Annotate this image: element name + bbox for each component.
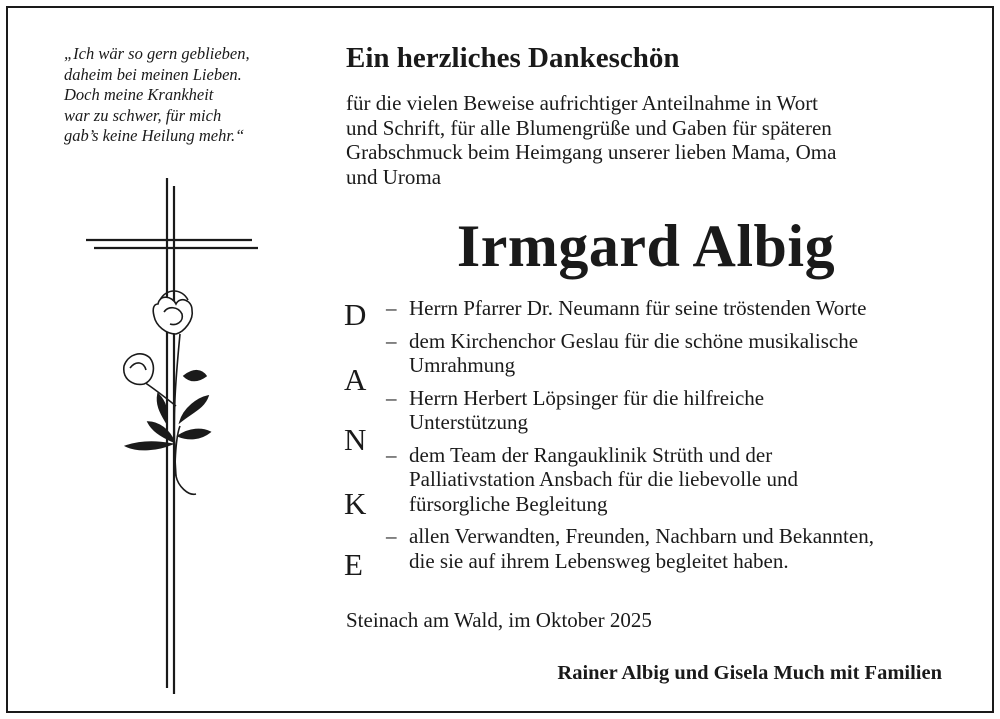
- thanks-list: [386, 296, 966, 573]
- place-date: Steinach am Wald, im Oktober 2025: [346, 608, 652, 632]
- signature: Rainer Albig und Gisela Much mit Familien: [557, 662, 942, 684]
- danke-letter-e: E: [344, 547, 363, 582]
- thanks-line: fürsorgliche Begleitung: [409, 491, 608, 516]
- quote-line: gab’s keine Heilung mehr.“: [64, 126, 245, 145]
- thanks-line: dem Team der Rangauklinik Strüth und der: [409, 442, 773, 467]
- thanks-item: [386, 386, 966, 435]
- intro-line: Grabschmuck beim Heimgang unserer lieben Mama, Oma: [346, 140, 837, 164]
- intro-line: und Uroma: [346, 164, 442, 189]
- thanks-item: [386, 524, 966, 573]
- thanks-item: [386, 443, 966, 517]
- thanks-line: Palliativstation Ansbach für die liebevolle und: [409, 467, 799, 491]
- thanks-line: Unterstützung: [409, 410, 528, 434]
- intro-line: für die vielen Beweise aufrichtiger Anteilnahme in Wort: [346, 91, 819, 115]
- thanks-line: Herrn Pfarrer Dr. Neumann für seine tröstenden Worte: [409, 296, 867, 320]
- quote-line: daheim bei meinen Lieben.: [64, 64, 242, 84]
- deceased-name: Irmgard Albig: [456, 213, 836, 279]
- dash: –: [386, 328, 397, 353]
- intro-line: und Schrift, für alle Blumengrüße und Gaben für späteren: [346, 115, 832, 140]
- thanks-item: [386, 329, 966, 378]
- thanks-line: Umrahmung: [409, 353, 516, 377]
- cross-icon: [80, 176, 260, 696]
- danke-letter-a: A: [344, 362, 367, 397]
- intro-text: [346, 91, 836, 189]
- page-title: Ein herzliches Dankeschön: [346, 42, 680, 74]
- danke-letter-n: N: [344, 422, 367, 457]
- thanks-line: dem Kirchenchor Geslau für die schöne musikalische: [409, 328, 859, 353]
- dash: –: [386, 296, 397, 320]
- dash: –: [386, 524, 397, 548]
- thanks-line: die sie auf ihrem Lebensweg begleitet haben.: [409, 548, 789, 573]
- dash: –: [386, 442, 397, 467]
- quote-line: „Ich wär so gern geblieben,: [64, 44, 250, 63]
- danke-letter-k: K: [344, 486, 367, 521]
- thanks-line: allen Verwandten, Freunden, Nachbarn und Bekannten,: [409, 524, 874, 548]
- quote-line: Doch meine Krankheit: [64, 85, 214, 104]
- quote-line: war zu schwer, für mich: [64, 105, 222, 125]
- thanks-item: [386, 296, 966, 321]
- memorial-quote: [64, 44, 284, 147]
- dash: –: [386, 385, 397, 410]
- thanks-line: Herrn Herbert Löpsinger für die hilfreiche: [409, 385, 765, 410]
- danke-letter-d: D: [344, 297, 367, 332]
